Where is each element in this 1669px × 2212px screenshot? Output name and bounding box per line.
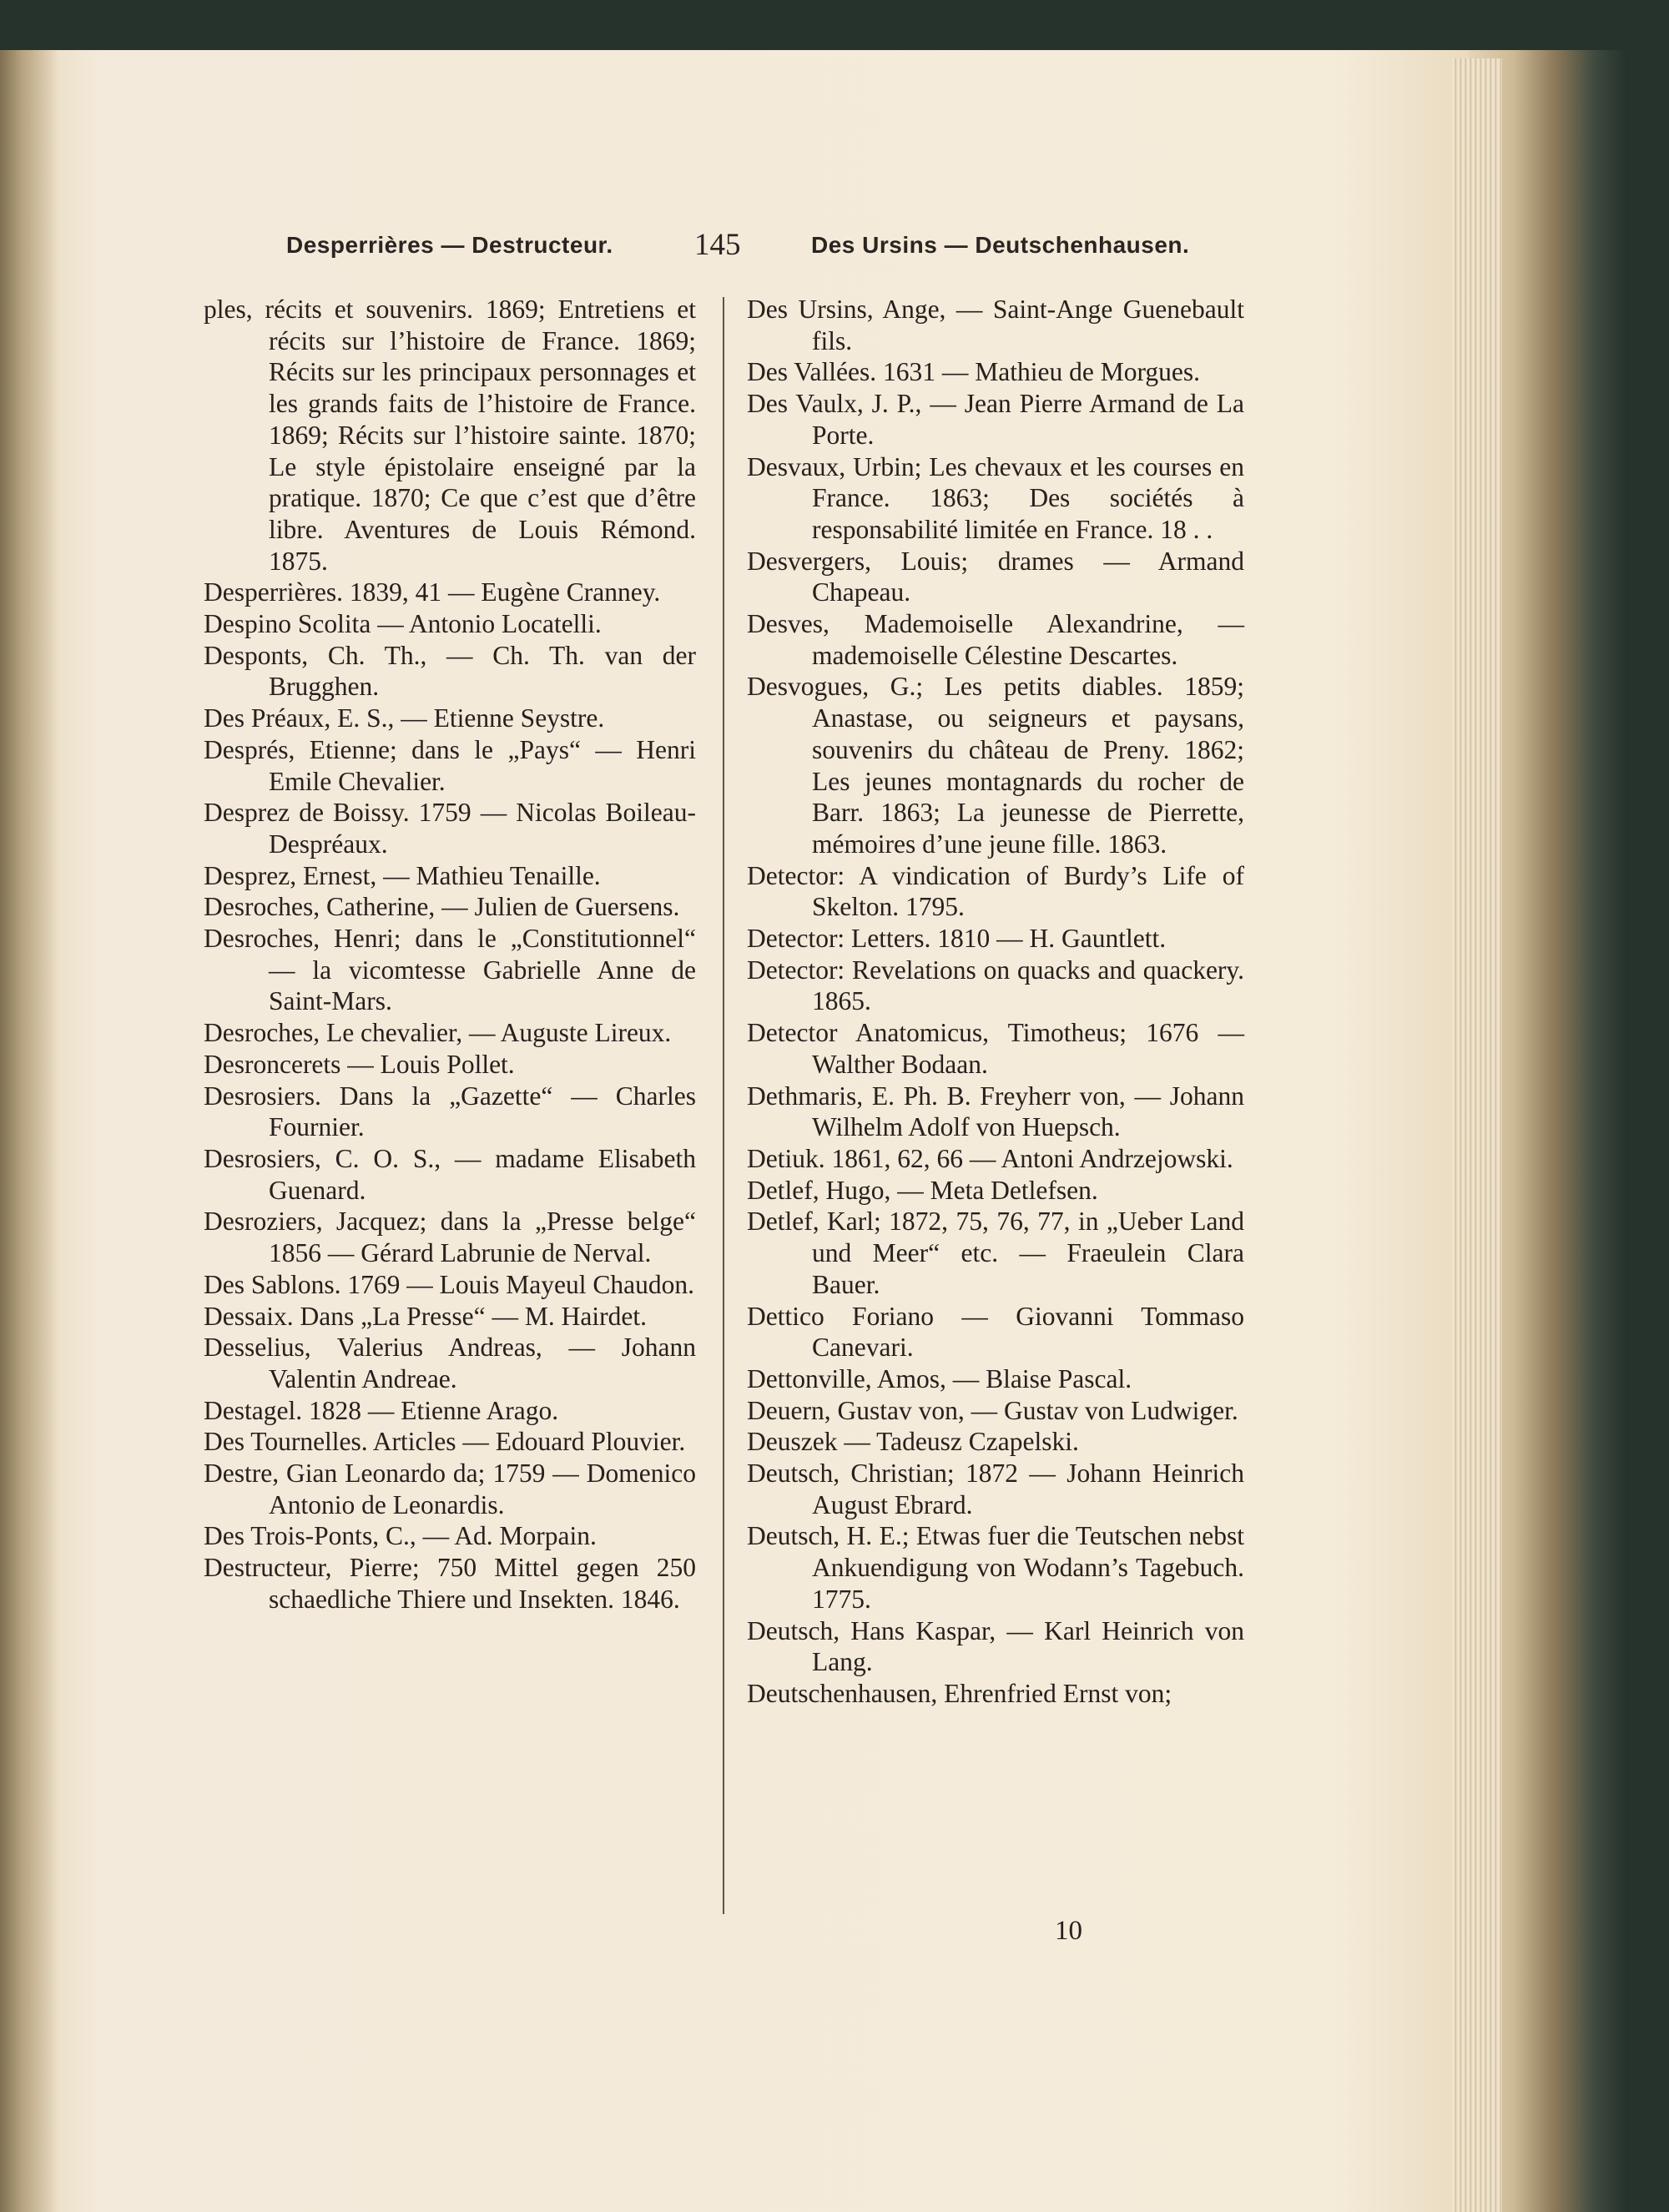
index-entry: Des Ursins, Ange, — Saint-Ange Guenebault fils. (747, 295, 1244, 355)
index-entry: Deutsch, Christian; 1872 — Johann Heinrich August Ebrard. (747, 1459, 1244, 1519)
index-entry: Desrosiers. Dans la „Gazette“ — Charles Fournier. (204, 1081, 696, 1142)
index-entry: Deuszek — Tadeusz Czapelski. (747, 1427, 1079, 1457)
page-stack-edge (1452, 58, 1502, 2212)
index-entry: Desves, Mademoiselle Alexandrine, — mademoiselle Célestine Descartes. (747, 609, 1244, 670)
index-entry: Deutschenhausen, Ehrenfried Ernst von; (747, 1678, 1172, 1708)
index-entry: Desroches, Catherine, — Julien de Guersens. (204, 892, 680, 922)
index-entry: Desponts, Ch. Th., — Ch. Th. van der Brugghen. (204, 640, 696, 702)
index-entry: Destagel. 1828 — Etienne Arago. (204, 1395, 559, 1425)
index-entry: Desroches, Henri; dans le „Constitutionnel“ — la vicomtesse Gabrielle Anne de Saint-Mars. (204, 924, 696, 1016)
index-entry: Des Trois-Ponts, C., — Ad. Morpain. (204, 1521, 597, 1551)
index-entry: Detector: Revelations on quacks and quackery. 1865. (747, 955, 1244, 1016)
index-entry: Desroches, Le chevalier, — Auguste Lireux. (204, 1018, 672, 1048)
left-column (204, 294, 696, 1615)
index-entry: Des Vallées. 1631 — Mathieu de Morgues. (747, 357, 1201, 387)
index-entry: Detiuk. 1861, 62, 66 — Antoni Andrzejowski. (747, 1143, 1233, 1173)
gutter-shadow (0, 50, 58, 2212)
index-entry: Detlef, Hugo, — Meta Detlefsen. (747, 1175, 1098, 1205)
index-entry: Dethmaris, E. Ph. B. Freyherr von, — Johann Wilhelm Adolf von Huepsch. (747, 1081, 1244, 1142)
page-number: 145 (694, 228, 741, 262)
index-entry: Detlef, Karl; 1872, 75, 76, 77, in „Ueber Land und Meer“ etc. — Fraeulein Clara Bauer. (747, 1207, 1244, 1299)
column-divider (723, 297, 724, 1914)
index-entry: Detector Anatomicus, Timotheus; 1676 — Walther Bodaan. (747, 1018, 1244, 1079)
index-entry: Dessaix. Dans „La Presse“ — M. Hairdet. (204, 1301, 647, 1331)
index-entry: Deutsch, H. E.; Etwas fuer die Teutschen nebst Ankuendigung von Wodann’s Tagebuch. 1775. (747, 1521, 1244, 1614)
index-entry: Desselius, Valerius Andreas, — Johann Valentin Andreae. (204, 1333, 696, 1393)
index-entry: Detector: A vindication of Burdy’s Life of Skelton. 1795. (747, 860, 1244, 922)
index-entry: Despino Scolita — Antonio Locatelli. (204, 609, 602, 639)
index-entry: ples, récits et souvenirs. 1869; Entretiens et récits sur l’histoire de France. 1869; Récits sur les principaux personnages et les grands faits de l’histoire de France. 1869; Récits sur l’histoire sainte. 1870; Le style épistolaire enseigné par la pratique. 1870; Ce que c’est que d’être libre. Aventures de Louis Rémond. 1875. (204, 295, 696, 576)
header-left: Desperrières — Destructeur. (286, 232, 613, 258)
index-entry: Després, Etienne; dans le „Pays“ — Henri Emile Chevalier. (204, 734, 696, 796)
index-entry: Des Tournelles. Articles — Edouard Plouvier. (204, 1427, 686, 1457)
index-entry: Dettonville, Amos, — Blaise Pascal. (747, 1363, 1132, 1393)
index-entry: Desrosiers, C. O. S., — madame Elisabeth Guenard. (204, 1143, 696, 1205)
index-entry: Dettico Foriano — Giovanni Tommaso Canevari. (747, 1301, 1244, 1363)
index-entry: Desprez, Ernest, — Mathieu Tenaille. (204, 860, 601, 890)
index-entry: Desvergers, Louis; drames — Armand Chapeau. (747, 546, 1244, 607)
index-entry: Deutsch, Hans Kaspar, — Karl Heinrich von Lang. (747, 1615, 1244, 1677)
index-entry: Desprez de Boissy. 1759 — Nicolas Boileau-Despréaux. (204, 798, 696, 859)
index-entry: Desroncerets — Louis Pollet. (204, 1049, 515, 1079)
index-entry: Desperrières. 1839, 41 — Eugène Cranney. (204, 577, 661, 607)
index-entry: Destructeur, Pierre; 750 Mittel gegen 250 schaedliche Thiere und Insekten. 1846. (204, 1553, 696, 1614)
index-entry: Des Sablons. 1769 — Louis Mayeul Chaudon. (204, 1269, 694, 1299)
header-right: Des Ursins — Deutschenhausen. (811, 232, 1190, 258)
signature-mark: 10 (1055, 1916, 1082, 1946)
index-entry: Destre, Gian Leonardo da; 1759 — Domenico Antonio de Leonardis. (204, 1459, 696, 1519)
index-entry: Desroziers, Jacquez; dans la „Presse belge“ 1856 — Gérard Labrunie de Nerval. (204, 1207, 696, 1268)
index-entry: Deuern, Gustav von, — Gustav von Ludwiger. (747, 1395, 1238, 1425)
index-entry: Des Vaulx, J. P., — Jean Pierre Armand de La Porte. (747, 389, 1244, 450)
index-entry: Detector: Letters. 1810 — H. Gauntlett. (747, 924, 1167, 954)
running-header (0, 227, 1469, 277)
index-entry: Des Préaux, E. S., — Etienne Seystre. (204, 703, 605, 733)
right-column (747, 294, 1244, 1710)
index-entry: Desvogues, G.; Les petits diables. 1859; Anastase, ou seigneurs et paysans, souvenirs du château de Preny. 1862; Les jeunes montagnards du rocher de Barr. 1863; La jeunesse de Pierrette, mémoires d’une jeune fille. 1863. (747, 672, 1244, 859)
index-entry: Desvaux, Urbin; Les chevaux et les courses en France. 1863; Des sociétés à responsabilité limitée en France. 18 . . (747, 451, 1244, 544)
